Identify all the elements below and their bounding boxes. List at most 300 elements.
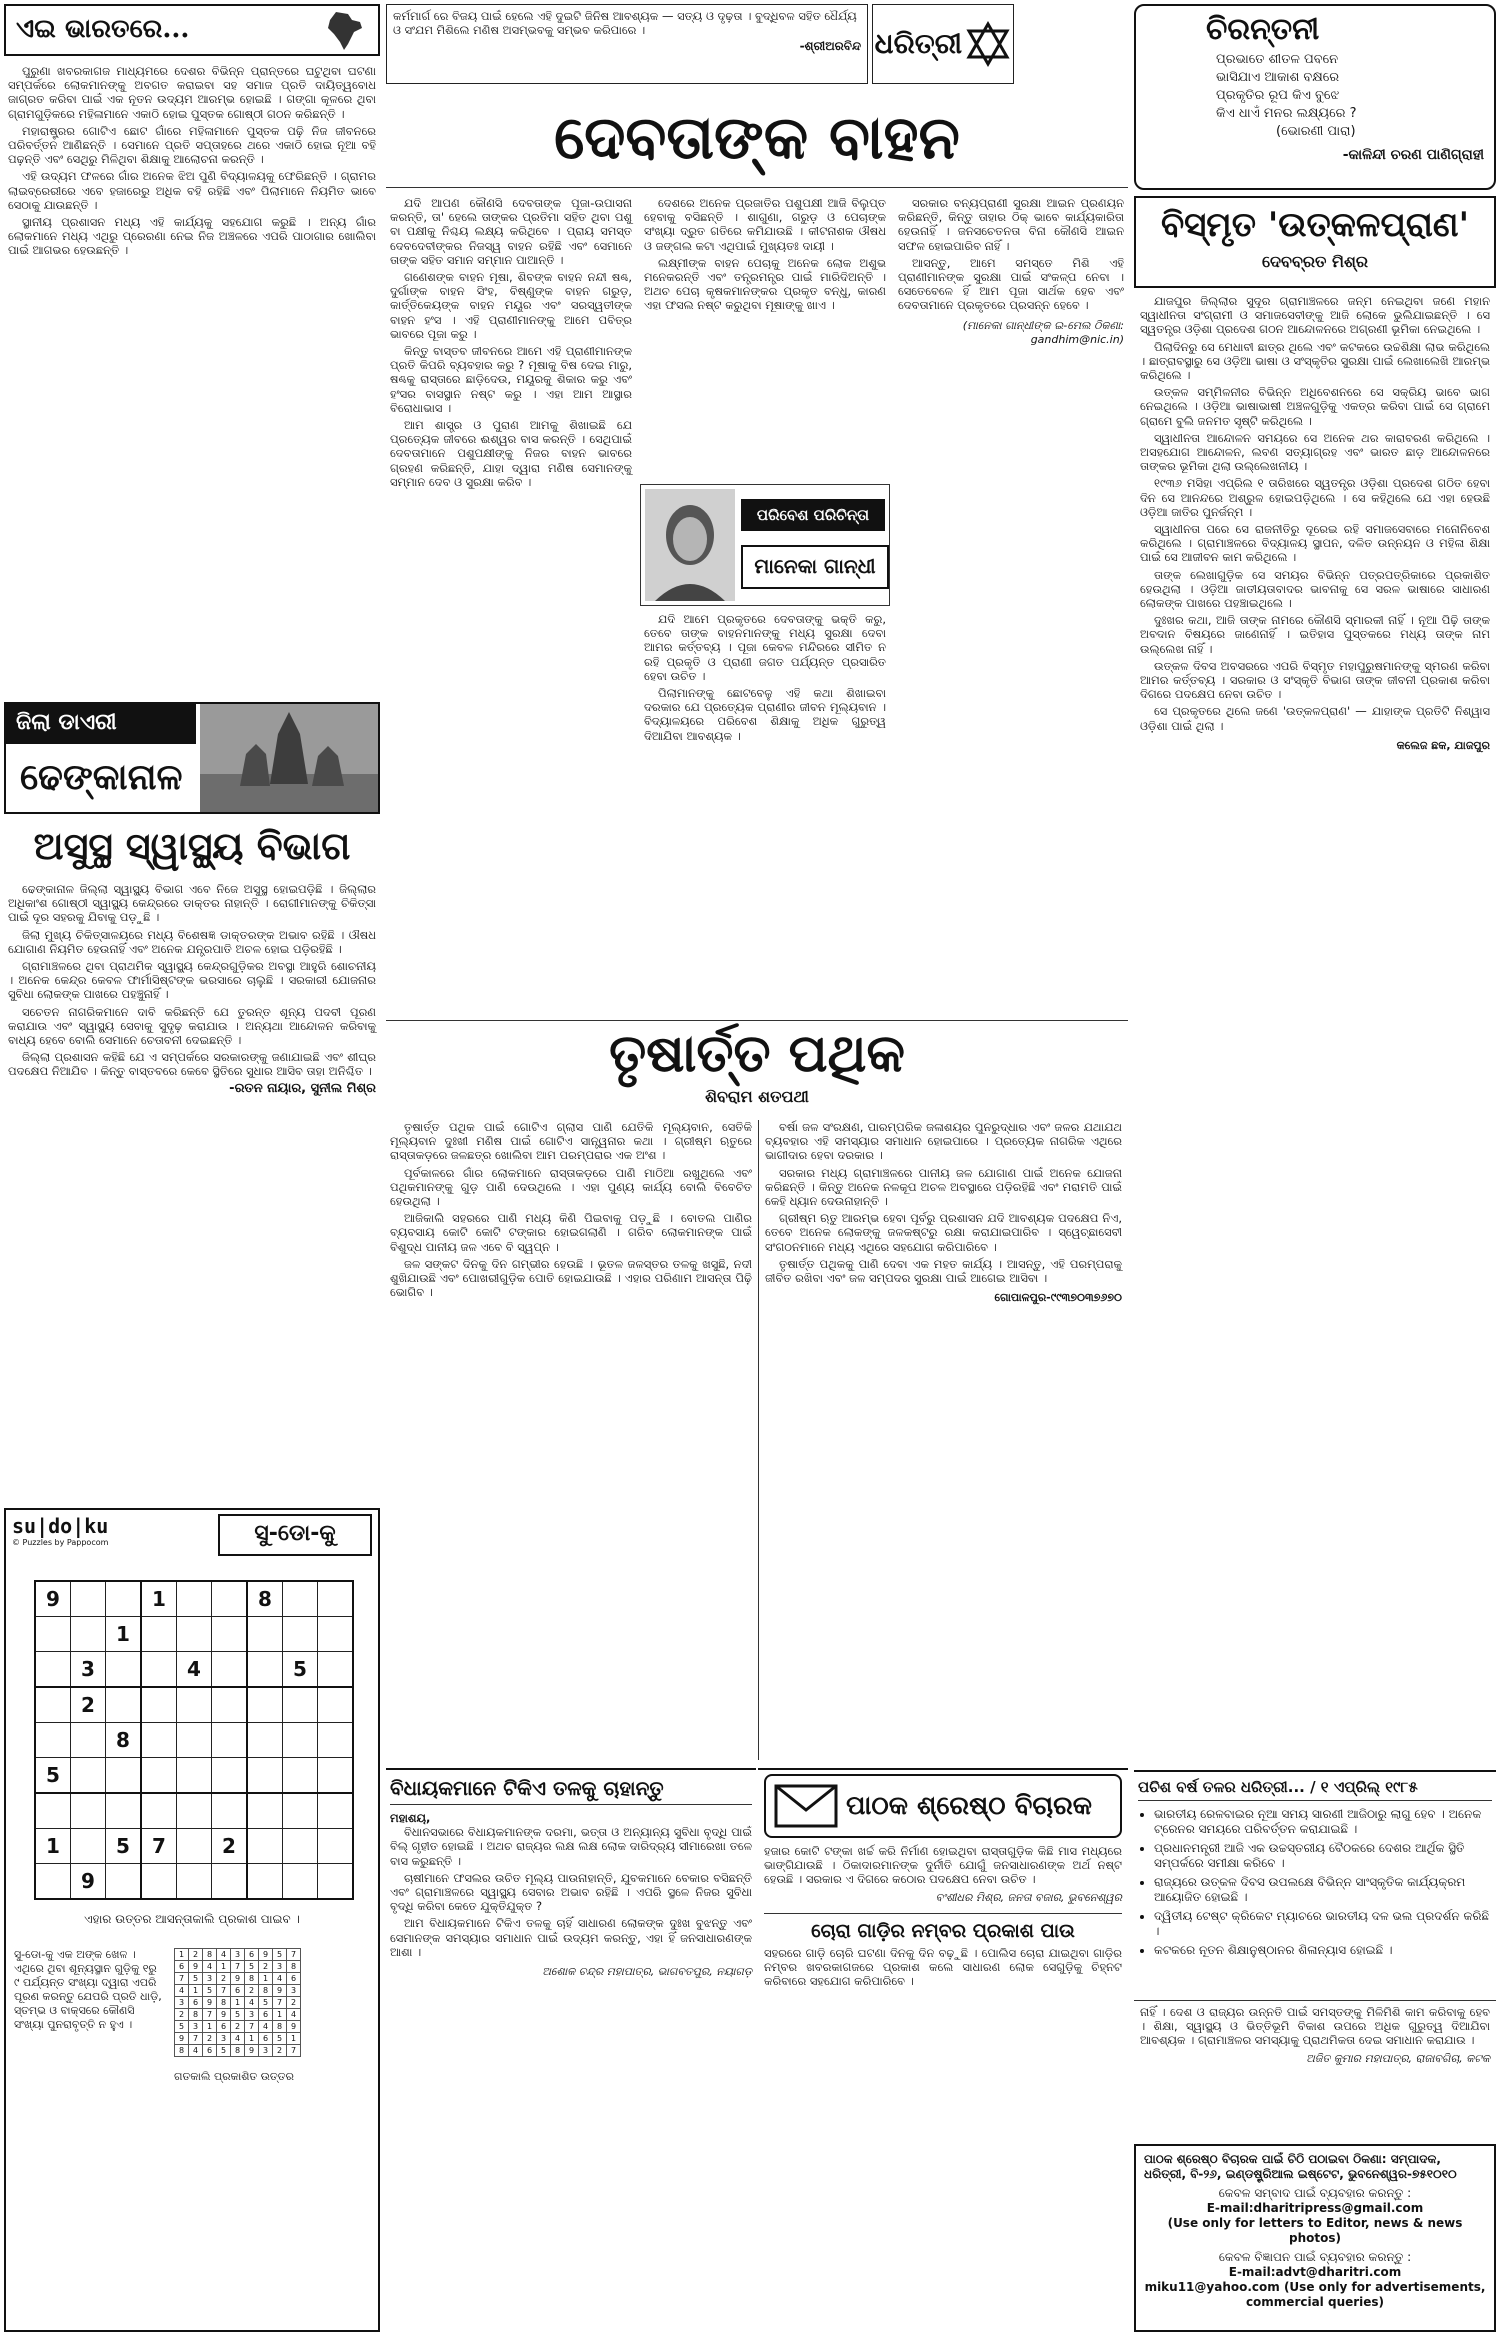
solution-cell: 5 [259,1997,273,2009]
solution-cell: 7 [231,1961,245,1973]
sudoku-cell[interactable] [247,1864,283,1900]
solution-cell: 2 [189,1949,203,1961]
paragraph: ତୃଷାର୍ତ୍ତ ପଥିକକୁ ପାଣି ଦେବା ଏକ ମହତ କାର୍ଯ୍ୟ । ଆସନ୍ତୁ, ଏହି ପରମ୍ପରାକୁ ଜୀବିତ ରଖିବା ଏବଂ ଜଳ ସମ୍ପଦର ସୁରକ୍ଷା ପାଇଁ ଆଗେଇ ଆସିବା । [765,1256,1122,1286]
paragraph: ଢେଙ୍କାନାଳ ଜିଲ୍ଲା ସ୍ୱାସ୍ଥ୍ୟ ବିଭାଗ ଏବେ ନିଜେ ଅସୁସ୍ଥ ହୋଇପଡ଼ିଛି । ଜିଲ୍ଲାର ଅଧିକାଂଶ ଗୋଷ୍ଠୀ ସ୍ୱାସ୍ଥ୍ୟ କେନ୍ଦ୍ରରେ ଡାକ୍ତର ନାହାନ୍ତି । ରୋଗୀମାନଙ୍କୁ ଚିକିତ୍ସା ପାଇଁ ଦୂର ସହରକୁ ଯିବାକୁ ପଡ଼ୁଛି । [8,882,376,925]
letter-1-title: ବିଧାୟକମାନେ ଟିକିଏ ତଳକୁ ଚାହାନ୍ତୁ [390,1776,752,1805]
grid-row [175,1949,301,1961]
main-article-col2 [640,196,890,482]
paragraph: ଯଦି ଆମେ ପ୍ରକୃତରେ ଦେବତାଙ୍କୁ ଭକ୍ତି କରୁ, ତେବେ ତାଙ୍କ ବାହନମାନଙ୍କୁ ମଧ୍ୟ ସୁରକ୍ଷା ଦେବା ଆମର କର୍ତ୍ତବ୍ୟ । ପୂଜା କେବଳ ମନ୍ଦିରରେ ସୀମିତ ନ ରହି ପ୍ରକୃତି ଓ ପ୍ରାଣୀ ଜଗତ ପର୍ଯ୍ୟନ୍ତ ପ୍ରସାରିତ ହେବା ଉଚିତ । [644,612,886,683]
main-author: ମାନେକା ଗାନ୍ଧୀ [741,545,889,589]
second-article-header [386,1020,1128,1116]
sudoku-cell[interactable] [177,1617,212,1652]
paragraph: ପିଲାଦିନରୁ ସେ ମେଧାବୀ ଛାତ୍ର ଥିଲେ ଏବଂ କଟକରେ ଉଚ୍ଚଶିକ୍ଷା ଲାଭ କରିଥିଲେ । ଛାତ୍ରାବସ୍ଥାରୁ ସେ ଓଡ଼ିଆ ଭାଷା ଓ ସଂସ୍କୃତିର ସୁରକ୍ଷା ପାଇଁ ଲେଖାଲେଖି ଆରମ୍ଭ କରିଥିଲେ । [1140,339,1490,383]
sudoku-cell[interactable] [247,1652,283,1688]
paragraph: ଜଳ ସଙ୍କଟ ଦିନକୁ ଦିନ ଗମ୍ଭୀର ହେଉଛି । ଭୂତଳ ଜଳସ୍ତର ତଳକୁ ଖସୁଛି, ନଦୀ ଶୁଖିଯାଉଛି ଏବଂ ପୋଖରୀଗୁଡ଼ିକ ପୋତି ହୋଇଯାଉଛି । ଏହାର ପରିଣାମ ଆସନ୍ତା ପିଢ଼ି ଭୋଗିବ । [390,1256,752,1300]
solution-cell: 6 [217,2021,231,2033]
solution-cell: 3 [189,2021,203,2033]
paragraph: ସରକାର ମଧ୍ୟ ଗ୍ରାମାଞ୍ଚଳରେ ପାନୀୟ ଜଳ ଯୋଗାଣ ପାଇଁ ଅନେକ ଯୋଜନା କରିଛନ୍ତି । କିନ୍ତୁ ଅନେକ ନଳକୂପ ଅଚଳ ଅବସ୍ଥାରେ ପଡ଼ିରହିଛି ଏବଂ ମରାମତି ପାଇଁ କେହି ଧ୍ୟାନ ଦେଉନାହାନ୍ତି । [765,1165,1122,1209]
contact-email-3[interactable]: miku11@yahoo.com (Use only for advertisements, commercial queries) [1144,2280,1486,2309]
solution-cell: 6 [203,2045,217,2057]
solution-cell: 3 [259,2045,273,2057]
grid-row [35,1758,353,1794]
paragraph: ଜିଲ୍ଲା ପ୍ରଶାସନ କହିଛି ଯେ ଏ ସମ୍ପର୍କରେ ସରକାରଙ୍କୁ ଜଣାଯାଇଛି ଏବଂ ଶୀଘ୍ର ପଦକ୍ଷେପ ନିଆଯିବ । କିନ୍ତୁ ବାସ୍ତବରେ କେବେ ସ୍ଥିତିରେ ସୁଧାର ଆସିବ ତାହା ଅନିଶ୍ଚିତ । [8,1050,376,1079]
sudoku-cell[interactable] [212,1652,248,1688]
sudoku-cell[interactable] [247,1793,283,1829]
second-article-dateline: ଗୋପାଳପୁର-୯୯୩୭୦୩୭୬୭୦ [994,1291,1122,1305]
paragraph: ପୁରୁଣା ଖବରକାଗଜ ମାଧ୍ୟମରେ ଦେଶର ବିଭିନ୍ନ ପ୍ରାନ୍ତରେ ଘଟୁଥିବା ଘଟଣା ସମ୍ପର୍କରେ ଲୋକମାନଙ୍କୁ ଅବଗତ କରାଇବା ସହ ସମାଜ ପ୍ରତି ଦାୟିତ୍ୱବୋଧ ଜାଗ୍ରତ କରିବା ପାଇଁ ଏକ ନୂତନ ଉଦ୍ୟମ ଆରମ୍ଭ ହୋଇଛି । ଗଙ୍ଗା କୂଳରେ ଥିବା ଗ୍ରାମଗୁଡ଼ିକରେ ମହିଳାମାନେ ଏକାଠି ହୋଇ ପୁସ୍ତକ ଗୋଷ୍ଠୀ ଗଠନ କରିଛନ୍ତି । [8,64,376,121]
grid-row [175,2021,301,2033]
paragraph: ମହାରାଷ୍ଟ୍ରର ଗୋଟିଏ ଛୋଟ ଗାଁରେ ମହିଳାମାନେ ପୁସ୍ତକ ପଢ଼ି ନିଜ ଜୀବନରେ ପରିବର୍ତ୍ତନ ଆଣିଛନ୍ତି । ସେମାନେ ପ୍ରତି ସପ୍ତାହରେ ଥରେ ଏକାଠି ହୋଇ ନୂଆ ବହି ପଢ଼ନ୍ତି ଏବଂ ସେଥିରୁ ମିଳିଥିବା ଶିକ୍ଷାକୁ ଆଲୋଚନା କରନ୍ତି । [8,123,376,167]
second-article-col2 [758,1120,1128,1760]
paragraph: ସ୍ଥାନୀୟ ପ୍ରଶାସନ ମଧ୍ୟ ଏହି କାର୍ଯ୍ୟକୁ ସହଯୋଗ କରୁଛି । ଅନ୍ୟ ଗାଁର ଲୋକମାନେ ମଧ୍ୟ ଏଥିରୁ ପ୍ରେରଣା ନେଇ ନିଜ ଅଞ୍ଚଳରେ ଏପରି ପାଠାଗାର ଖୋଲିବା ପାଇଁ ଆଗଭର ହେଉଛନ୍ତି । [8,215,376,258]
solution-cell: 1 [287,2033,301,2045]
solution-cell: 9 [287,2021,301,2033]
main-article-footer: (ମାନେକା ଗାନ୍ଧୀଙ୍କ ଇ-ମେଲ ଠିକଣା: gandhim@nic.in) [962,318,1124,346]
sudoku-cell: 4 [177,1652,212,1688]
sudoku-cell[interactable] [35,1617,71,1652]
solution-cell: 2 [175,2009,189,2021]
sudoku-cell[interactable] [212,1758,248,1794]
third-letter [1134,2000,1496,2140]
solution-cell: 3 [175,1997,189,2009]
sudoku-cell[interactable] [141,1652,177,1688]
solution-cell: 3 [287,1985,301,1997]
sudoku-cell[interactable] [177,1793,212,1829]
solution-cell: 4 [189,2045,203,2057]
solution-cell: 3 [231,1949,245,1961]
sudoku-box [4,1508,380,2332]
health-byline: -ରତନ ନାୟାର, ସୁନୀଲ ମିଶ୍ର [229,1080,376,1096]
health-article [4,880,380,1380]
history-item: • ଦ୍ୱିତୀୟ ଟେଷ୍ଟ କ୍ରିକେଟ ମ୍ୟାଚରେ ଭାରତୀୟ ଦଳ ଭଲ ପ୍ରଦର୍ଶନ କରିଛି । [1154,1909,1492,1939]
letter-1 [386,1768,756,2332]
solution-cell: 3 [273,1961,287,1973]
sudoku-cell[interactable] [35,1864,71,1900]
sudoku-title: ସୁ-ଡୋ-କୁ [218,1514,372,1556]
solution-cell: 4 [175,1985,189,1997]
chirantani-title: ଚିରନ୍ତନୀ [1206,12,1320,47]
solution-cell: 2 [273,2045,287,2057]
best-letter-signature: ବଂଶୀଧର ମିଶ୍ର, ଜନତା ବଜାର, ଭୁବନେଶ୍ୱର [935,1890,1122,1904]
solution-cell: 8 [245,1973,259,1985]
solution-cell: 6 [287,1973,301,1985]
poem-line: ପ୍ରକୃତିର ରୂପ କିଏ ବୁଝେ [1216,88,1340,103]
paragraph: ସ୍ୱାଧୀନତା ପରେ ସେ ରାଜନୀତିରୁ ଦୂରେଇ ରହି ସମାଜସେବାରେ ମନୋନିବେଶ କରିଥିଲେ । ଗ୍ରାମାଞ୍ଚଳରେ ବିଦ୍ୟାଳୟ ସ୍ଥାପନ, ଦଳିତ ଉନ୍ନୟନ ଓ ମହିଳା ଶିକ୍ଷା ପାଇଁ ସେ ଆଜୀବନ କାମ କରିଥିଲେ । [1140,522,1490,565]
sudoku-cell: 9 [35,1581,71,1617]
solution-cell: 7 [189,2033,203,2045]
sudoku-cell: 1 [106,1617,142,1652]
solution-cell: 2 [203,2033,217,2045]
solution-cell: 1 [203,2021,217,2033]
solution-cell: 4 [203,1961,217,1973]
solution-cell: 8 [217,1997,231,2009]
solution-cell: 9 [245,2045,259,2057]
column-byline-box [640,484,890,606]
solution-cell: 2 [287,1997,301,2009]
paragraph: ସରକାର ବନ୍ୟପ୍ରାଣୀ ସୁରକ୍ଷା ଆଇନ ପ୍ରଣୟନ କରିଛନ୍ତି, କିନ୍ତୁ ତାହାର ଠିକ୍ ଭାବେ କାର୍ଯ୍ୟକାରିତା ହେଉନାହିଁ । ଜନସଚେତନତା ବିନା କୌଣସି ଆଇନ ସଫଳ ହୋଇପାରିବ ନାହିଁ । [898,196,1124,253]
solution-cell: 8 [203,1949,217,1961]
sudoku-cell[interactable] [247,1617,283,1652]
solution-cell: 9 [273,1985,287,1997]
solution-cell: 5 [175,2021,189,2033]
grid-row [175,1961,301,1973]
sudoku-cell[interactable] [177,1687,212,1723]
sudoku-cell: 1 [35,1829,71,1864]
third-letter-text: ନାହିଁ । ଦେଶ ଓ ରାଜ୍ୟର ଉନ୍ନତି ପାଇଁ ସମସ୍ତଙ୍କୁ ମିଳିମିଶି କାମ କରିବାକୁ ହେବ । ଶିକ୍ଷା, ସ୍ୱାସ୍ଥ୍ୟ ଓ ଭିତ୍ତିଭୂମି ବିକାଶ ଉପରେ ଅଧିକ ଗୁରୁତ୍ୱ ଦିଆଯିବା ଆବଶ୍ୟକ । ଗ୍ରାମାଞ୍ଚଳର ସମସ୍ୟାକୁ ପ୍ରାଥମିକତା ଦେଇ ସମାଧାନ କରାଯାଉ । [1140,2005,1490,2048]
solution-cell: 7 [287,2045,301,2057]
solution-cell: 7 [203,2009,217,2021]
paragraph: ବର୍ଷା ଜଳ ସଂରକ୍ଷଣ, ପାରମ୍ପରିକ ଜଳାଶୟର ପୁନରୁଦ୍ଧାର ଏବଂ ଜଳର ଯଥାଯଥ ବ୍ୟବହାର ଏହି ସମସ୍ୟାର ସମାଧାନ ହୋଇପାରେ । ପ୍ରତ୍ୟେକ ନାଗରିକ ଏଥିରେ ଭାଗୀଦାର ହେବା ଦରକାର । [765,1120,1122,1163]
sudoku-cell[interactable] [35,1793,71,1829]
grid-row [35,1687,353,1723]
paragraph: ଆଜିକାଲି ସହରରେ ପାଣି ମଧ୍ୟ କିଣି ପିଇବାକୁ ପଡ଼ୁଛି । ବୋତଲ ପାଣିର ବ୍ୟବସାୟ କୋଟି କୋଟି ଟଙ୍କାର ହୋଇଗଲାଣି । ଗରିବ ଲୋକମାନଙ୍କ ପାଇଁ ବିଶୁଦ୍ଧ ପାନୀୟ ଜଳ ଏବେ ବି ସ୍ୱପ୍ନ । [390,1211,752,1254]
sudoku-cell[interactable] [71,1617,106,1652]
solution-cell: 2 [231,2021,245,2033]
solution-cell: 3 [245,2009,259,2021]
second-letter-text: ସହରରେ ଗାଡ଼ି ଚୋରି ଘଟଣା ଦିନକୁ ଦିନ ବଢ଼ୁଛି । ପୋଲିସ ଚୋରା ଯାଇଥିବା ଗାଡ଼ିର ନମ୍ବର ଖବରକାଗଜରେ ପ୍ରକାଶ କଲେ ସାଧାରଣ ଲୋକ ସେଗୁଡ଼ିକୁ ଚିହ୍ନଟ କରିବାରେ ସହଯୋଗ କରିପାରିବେ । [764,1945,1122,1989]
paragraph: କିନ୍ତୁ ବାସ୍ତବ ଜୀବନରେ ଆମେ ଏହି ପ୍ରାଣୀମାନଙ୍କ ପ୍ରତି କିପରି ବ୍ୟବହାର କରୁ ? ମୂଷାକୁ ବିଷ ଦେଇ ମାରୁ, ଷଣ୍ଢକୁ ରାସ୍ତାରେ ଛାଡ଼ିଦେଉ, ମୟୂରକୁ ଶିକାର କରୁ ଏବଂ ହଂସର ବାସସ୍ଥାନ ନଷ୍ଟ କରୁ । ଏହା ଆମ ଆସ୍ଥାର ବିରୋଧାଭାସ । [390,344,632,415]
sudoku-cell[interactable] [283,1723,318,1758]
sudoku-cell[interactable] [71,1581,106,1617]
solution-cell: 8 [259,1985,273,1997]
solution-cell: 7 [245,2021,259,2033]
solution-cell: 1 [259,1973,273,1985]
sudoku-cell[interactable] [247,1687,283,1723]
right-article-title: ବିସ୍ମୃତ 'ଉତ୍କଳପ୍ରାଣ' [1160,205,1470,245]
grid-row [35,1723,353,1758]
solution-cell: 5 [217,2045,231,2057]
paragraph: ପୂର୍ବକାଳରେ ଗାଁର ଲୋକମାନେ ରାସ୍ତାକଡ଼ରେ ପାଣି ମାଠିଆ ରଖୁଥିଲେ ଏବଂ ପଥିକମାନଙ୍କୁ ଗୁଡ଼ ପାଣି ଦେଉଥିଲେ । ଏହା ପୁଣ୍ୟ କାର୍ଯ୍ୟ ବୋଲି ବିବେଚିତ ହେଉଥିଲା । [390,1165,752,1209]
poem-line: କିଏ ଧାଏଁ ମନର ଲକ୍ଷ୍ୟରେ ? [1216,106,1357,121]
sudoku-cell[interactable] [141,1617,177,1652]
letter-1-signature: ଅଶୋକ ଚନ୍ଦ୍ର ମହାପାତ୍ର, ଭାଗବତପୁର, ନୟାଗଡ଼ [542,1965,752,1979]
paragraph: ତୃଷାର୍ତ୍ତ ପଥିକ ପାଇଁ ଗୋଟିଏ ଗ୍ଲାସ ପାଣି ଯେତିକି ମୂଲ୍ୟବାନ, ସେତିକି ମୂଲ୍ୟବାନ ଦୁଃଖୀ ମଣିଷ ପାଇଁ ଗୋଟିଏ ସାନ୍ତ୍ୱନାର କଥା । ଗ୍ରୀଷ୍ମ ଋତୁରେ ରାସ୍ତାକଡ଼ରେ ଜଳଛତ୍ର ଖୋଲିବା ଆମ ପରମ୍ପରାର ଏକ ଅଂଶ । [390,1120,752,1163]
grid-row [35,1829,353,1864]
chirantani-author: -କାଳିନ୍ଦୀ ଚରଣ ପାଣିଗ୍ରାହୀ [1342,147,1484,163]
main-article-col1 [386,196,636,1016]
paragraph: ଲକ୍ଷ୍ମୀଙ୍କ ବାହନ ପେଚାକୁ ଅନେକ ଲୋକ ଅଶୁଭ ମନେକରନ୍ତି ଏବଂ ତନ୍ତ୍ରମନ୍ତ୍ର ପାଇଁ ମାରିଦିଅନ୍ତି । ଅଥଚ ପେଚା କୃଷକମାନଙ୍କର ପ୍ରକୃତ ବନ୍ଧୁ, କାରଣ ଏହା ଫସଲ ନଷ୍ଟ କରୁଥିବା ମୂଷାଙ୍କୁ ଖାଏ । [644,255,886,313]
solution-cell: 9 [217,2009,231,2021]
right-article-footer: କଲେଜ ଛକ, ଯାଜପୁର [1396,738,1490,752]
second-article-col1 [386,1120,756,1760]
sudoku-brand-sub: © Puzzles by Pappocom [12,1538,109,1547]
grid-row [35,1652,353,1688]
sudoku-prev-note: ଗତକାଲି ପ୍ରକାଶିତ ଉତ୍ତର [174,2070,294,2083]
readers-letters-banner [764,1774,1122,1838]
paragraph: ୧୯୩୬ ମସିହା ଏପ୍ରିଲ ୧ ତାରିଖରେ ସ୍ୱତନ୍ତ୍ର ଓଡ଼ିଶା ପ୍ରଦେଶ ଗଠିତ ହେବା ଦିନ ସେ ଆନନ୍ଦରେ ଅଶ୍ରୁଳ ହୋଇପଡ଼ିଥିଲେ । ସେ କହିଥିଲେ ଯେ ଏହା ହେଉଛି ଓଡ଼ିଆ ଜାତିର ପୁନର୍ଜନ୍ମ । [1140,476,1490,519]
sudoku-cell[interactable] [177,1829,212,1864]
contact-box [1134,2144,1496,2332]
section-header-this-india [4,4,380,56]
india-map-icon [322,10,366,52]
sudoku-cell: 7 [141,1829,177,1864]
sudoku-grid [34,1580,354,1900]
solution-cell: 1 [175,1949,189,1961]
paragraph: ପିଲାମାନଙ୍କୁ ଛୋଟବେଳୁ ଏହି କଥା ଶିଖାଇବା ଦରକାର ଯେ ପ୍ରତ୍ୟେକ ପ୍ରାଣୀର ଜୀବନ ମୂଲ୍ୟବାନ । ବିଦ୍ୟାଳୟରେ ପରିବେଶ ଶିକ୍ଷାକୁ ଅଧିକ ଗୁରୁତ୍ୱ ଦିଆଯିବା ଆବଶ୍ୟକ । [644,686,886,743]
sudoku-cell[interactable] [283,1617,318,1652]
paragraph: ବିଧାନସଭାରେ ବିଧାୟକମାନଙ୍କ ଦରମା, ଭତ୍ତା ଓ ଅନ୍ୟାନ୍ୟ ସୁବିଧା ବୃଦ୍ଧି ପାଇଁ ବିଲ୍ ଗୃହୀତ ହୋଇଛି । ଅଥଚ ରାଜ୍ୟର ଲକ୍ଷ ଲକ୍ଷ ଲୋକ ଦାରିଦ୍ର୍ୟ ସୀମାରେଖା ତଳେ ବାସ କରୁଛନ୍ତି । [390,1825,752,1868]
history-item: • ଭାରତୀୟ ରେଳବାଇର ନୂଆ ସମୟ ସାରଣୀ ଆଜିଠାରୁ ଲାଗୁ ହେବ । ଅନେକ ଟ୍ରେନର ସମୟରେ ପରିବର୍ତ୍ତନ କରାଯାଇଛି । [1154,1807,1492,1837]
paragraph: ଉତ୍କଳ ସମ୍ମିଳନୀର ବିଭିନ୍ନ ଅଧିବେଶନରେ ସେ ସକ୍ରିୟ ଭାବେ ଭାଗ ନେଇଥିଲେ । ଓଡ଼ିଆ ଭାଷାଭାଷୀ ଅଞ୍ଚଳଗୁଡ଼ିକୁ ଏକତ୍ର କରିବା ପାଇଁ ସେ ଗ୍ରାମେ ଗ୍ରାମେ ବୁଲି ଜନମତ ସୃଷ୍ଟି କରିଥିଲେ । [1140,385,1490,428]
solution-cell: 4 [231,2033,245,2045]
author-photo [645,489,735,601]
sudoku-cell[interactable] [283,1687,318,1723]
solution-cell: 6 [259,2009,273,2021]
main-article-title: ଦେବତାଙ୍କ ବାହନ [386,88,1128,188]
solution-cell: 8 [189,2009,203,2021]
sudoku-cell[interactable] [247,1758,283,1794]
sudoku-cell[interactable] [283,1864,318,1900]
history-list [1138,1807,1492,1958]
solution-cell: 3 [203,1973,217,1985]
solution-cell: 1 [273,2009,287,2021]
left-article [4,62,380,698]
sudoku-cell: 5 [283,1652,318,1688]
sudoku-previous-solution [174,1948,301,2057]
solution-cell: 8 [231,2045,245,2057]
sudoku-cell[interactable] [212,1581,248,1617]
sudoku-cell[interactable] [212,1617,248,1652]
sudoku-cell[interactable] [141,1758,177,1794]
sudoku-cell[interactable] [318,1687,354,1723]
grid-row [175,2045,301,2057]
paragraph: ଆସନ୍ତୁ, ଆମେ ସମସ୍ତେ ମିଶି ଏହି ପ୍ରାଣୀମାନଙ୍କ ସୁରକ୍ଷା ପାଇଁ ସଂକଳ୍ପ ନେବା । ସେତେବେଳେ ହିଁ ଆମ ପୂଜା ସାର୍ଥକ ହେବ ଏବଂ ଦେବତାମାନେ ପ୍ରକୃତରେ ପ୍ରସନ୍ନ ହେବେ । [898,255,1124,313]
sudoku-cell[interactable] [283,1758,318,1794]
sudoku-answer-note: ଏହାର ଉତ୍ତର ଆସନ୍ତାକାଲି ପ୍ରକାଶ ପାଇବ । [84,1912,300,1926]
paragraph: ଦେଶରେ ଅନେକ ପ୍ରଜାତିର ପଶୁପକ୍ଷୀ ଆଜି ବିଲୁପ୍ତ ହେବାକୁ ବସିଛନ୍ତି । ଶାଗୁଣା, ଗରୁଡ଼ ଓ ପେଚାଙ୍କ ସଂଖ୍ୟା ଦ୍ରୁତ ଗତିରେ କମିଯାଉଛି । କୀଟନାଶକ ଔଷଧ ଓ ଜଙ୍ଗଲ କଟା ଏଥିପାଇଁ ମୁଖ୍ୟତଃ ଦାୟୀ । [644,196,886,253]
quote-author: -ଶ୍ରୀଅରବିନ୍ଦ [799,39,861,53]
sudoku-cell[interactable] [212,1687,248,1723]
paragraph: ଚାଷୀମାନେ ଫସଲର ଉଚିତ ମୂଲ୍ୟ ପାଉନାହାନ୍ତି, ଯୁବକମାନେ ବେକାର ବସିଛନ୍ତି ଏବଂ ଗ୍ରାମାଞ୍ଚଳରେ ସ୍ୱାସ୍ଥ୍ୟ ସେବାର ଅଭାବ ରହିଛି । ଏପରି ସ୍ଥଳେ ନିଜର ସୁବିଧା ବୃଦ୍ଧି କରିବା କେତେ ଯୁକ୍ତିଯୁକ୍ତ ? [390,1870,752,1914]
sudoku-brand [12,1514,108,1547]
readers-letters [758,1768,1128,2332]
solution-cell: 9 [231,1973,245,1985]
sudoku-cell[interactable] [177,1758,212,1794]
sudoku-cell[interactable] [318,1758,354,1794]
solution-cell: 7 [175,1973,189,1985]
sudoku-cell[interactable] [318,1829,354,1864]
solution-cell: 9 [259,1949,273,1961]
main-article-col2b [640,612,890,1016]
solution-cell: 4 [245,1997,259,2009]
contact-email-1[interactable]: E-mail:dharitripress@gmail.com [1206,2201,1424,2215]
solution-cell: 6 [231,1985,245,1997]
district-name: ଢେଙ୍କାନାଳ [20,756,183,798]
solution-cell: 7 [273,1997,287,2009]
history-item: • ପ୍ରଧାନମନ୍ତ୍ରୀ ଆଜି ଏକ ଉଚ୍ଚସ୍ତରୀୟ ବୈଠକରେ ଦେଶର ଆର୍ଥିକ ସ୍ଥିତି ସମ୍ପର୍କରେ ସମୀକ୍ଷା କରିବେ । [1154,1841,1492,1871]
sudoku-cell[interactable] [283,1793,318,1829]
sudoku-cell[interactable] [318,1581,354,1617]
solution-cell: 7 [217,1985,231,1997]
sudoku-cell: 9 [71,1864,106,1900]
solution-cell: 8 [273,2021,287,2033]
sudoku-brand-name: su|do|ku [12,1514,109,1538]
sudoku-cell[interactable] [71,1723,106,1758]
solution-cell: 5 [189,1973,203,1985]
solution-cell: 2 [217,1973,231,1985]
solution-cell: 2 [259,1961,273,1973]
poem-line: (ଭୋରଣୀ ପାରା) [1276,124,1356,139]
sudoku-instructions: ସୁ-ଡୋ-କୁ ଏକ ଅଙ୍କ ଖେଳ । ଏଥିରେ ଥିବା ଶୂନ୍ୟସ୍ଥାନ ଗୁଡ଼ିକୁ ୧ରୁ ୯ ପର୍ଯ୍ୟନ୍ତ ସଂଖ୍ୟା ଦ୍ୱାରା ଏପରି ପୂରଣ କରନ୍ତୁ ଯେପରି ପ୍ରତି ଧାଡ଼ି, ସ୍ତମ୍ଭ ଓ ବାକ୍ସରେ କୌଣସି ସଂଖ୍ୟା ପୁନରାବୃତ୍ତି ନ ହୁଏ । [14,1948,162,2031]
sudoku-cell[interactable] [212,1793,248,1829]
chirantani-box [1134,4,1496,190]
temple-photo [200,704,378,812]
paragraph: ସ୍ୱାଧୀନତା ଆନ୍ଦୋଳନ ସମୟରେ ସେ ଅନେକ ଥର କାରାବରଣ କରିଥିଲେ । ଅସହଯୋଗ ଆନ୍ଦୋଳନ, ଲବଣ ସତ୍ୟାଗ୍ରହ ଏବଂ ଭାରତ ଛାଡ଼ ଆନ୍ଦୋଳନରେ ତାଙ୍କର ଭୂମିକା ଥିଲା ଉଲ୍ଲେଖନୀୟ । [1140,430,1490,474]
contact-ad-label: କେବଳ ବିଜ୍ଞାପନ ପାଇଁ ବ୍ୟବହାର କରନ୍ତୁ : [1218,2250,1412,2264]
sudoku-cell[interactable] [106,1687,142,1723]
sudoku-cell[interactable] [318,1617,354,1652]
quote-box [386,4,868,84]
second-article-title: ତୃଷାର୍ତ୍ତ ପଥିକ [609,1023,905,1084]
paragraph: ତାଙ୍କ ଲେଖାଗୁଡ଼ିକ ସେ ସମୟର ବିଭିନ୍ନ ପତ୍ରପତ୍ରିକାରେ ପ୍ରକାଶିତ ହେଉଥିଲା । ଓଡ଼ିଆ ଜାତୀୟତାବାଦର ଭାବନାକୁ ସେ ସରଳ ଭାଷାରେ ସାଧାରଣ ଲୋକଙ୍କ ପାଖରେ ପହଞ୍ଚାଇଥିଲେ । [1140,567,1490,611]
solution-cell: 5 [231,2009,245,2021]
solution-cell: 5 [273,1949,287,1961]
grid-row [175,1973,301,1985]
solution-cell: 5 [203,1985,217,1997]
paragraph: ଗ୍ରାମାଞ୍ଚଳରେ ଥିବା ପ୍ରାଥମିକ ସ୍ୱାସ୍ଥ୍ୟ କେନ୍ଦ୍ରଗୁଡ଼ିକର ଅବସ୍ଥା ଆହୁରି ଶୋଚନୀୟ । ଅନେକ କେନ୍ଦ୍ର କେବଳ ଫାର୍ମାସିଷ୍ଟଙ୍କ ଭରସାରେ ଚାଲୁଛି । ସରକାରୀ ଯୋଜନାର ସୁବିଧା ଲୋକଙ୍କ ପାଖରେ ପହଞ୍ଚୁନାହିଁ । [8,959,376,1002]
grid-row [175,2033,301,2045]
solution-cell: 8 [175,2045,189,2057]
district-diary-label: ଜିଲା ଡାଏରୀ [6,704,196,744]
sudoku-cell[interactable] [106,1864,142,1900]
envelope-icon [774,1784,838,1828]
main-article-col3 [894,196,1128,996]
sudoku-cell[interactable] [106,1652,142,1688]
solution-cell: 4 [273,1973,287,1985]
history-title: ପଚିଶ ବର୍ଷ ତଳର ଧରିତ୍ରୀ... / ୧ ଏପ୍ରିଲ୍ ୧୯୮୫ [1138,1778,1492,1801]
sudoku-cell[interactable] [71,1758,106,1794]
sudoku-cell[interactable] [283,1829,318,1864]
sudoku-cell[interactable] [177,1723,212,1758]
sudoku-cell[interactable] [247,1723,283,1758]
grid-row [35,1864,353,1900]
paragraph: ଗ୍ରୀଷ୍ମ ଋତୁ ଆରମ୍ଭ ହେବା ପୂର୍ବରୁ ପ୍ରଶାସନ ଯଦି ଆବଶ୍ୟକ ପଦକ୍ଷେପ ନିଏ, ତେବେ ଅନେକ ଲୋକଙ୍କୁ ଜଳକଷ୍ଟରୁ ରକ୍ଷା କରାଯାଇପାରିବ । ସ୍ୱେଚ୍ଛାସେବୀ ସଂଗଠନମାନେ ମଧ୍ୟ ଏଥିରେ ସହଯୋଗ କରିପାରିବେ । [765,1211,1122,1254]
sudoku-cell: 5 [106,1829,142,1864]
paragraph: ଯଦି ଆପଣ କୌଣସି ଦେବତାଙ୍କ ପୂଜା-ଉପାସନା କରନ୍ତି, ତା' ହେଲେ ତାଙ୍କର ପ୍ରତିମା ସହିତ ଥିବା ପଶୁ ବା ପକ୍ଷୀକୁ ନିଶ୍ଚୟ ଲକ୍ଷ୍ୟ କରିଥିବେ । ପ୍ରାୟ ସମସ୍ତ ଦେବଦେବୀଙ୍କର ନିଜସ୍ୱ ବାହନ ରହିଛି ଏବଂ ସେମାନେ ତାଙ୍କ ସହିତ ସମାନ ସମ୍ମାନ ପାଆନ୍ତି । [390,196,632,267]
right-article-author: ଦେବବ୍ରତ ମିଶ୍ର [1262,252,1368,271]
solution-cell: 6 [245,1949,259,1961]
solution-cell: 1 [245,2033,259,2045]
quote-text: କର୍ମମାର୍ଗ ରେ ବିଜୟ ପାଇଁ ହେଲେ ଏହି ଦୁଇଟି ଜିନିଷ ଆବଶ୍ୟକ — ସତ୍ୟ ଓ ଦୃଢ଼ତା । ବୁଦ୍ଧିବଳ ସହିତ ଧୈର୍ଯ୍ୟ ଓ ସଂଯମ ମିଶିଲେ ମଣିଷ ଅସମ୍ଭବକୁ ସମ୍ଭବ କରିପାରେ । [393,9,857,37]
history-item: • କଟକରେ ନୂତନ ଶିକ୍ଷାନୁଷ୍ଠାନର ଶିଳାନ୍ୟାସ ହୋଇଛି । [1154,1943,1492,1958]
contact-email-label: କେବଳ ସମ୍ବାଦ ପାଇଁ ବ୍ୟବହାର କରନ୍ତୁ : [1218,2186,1412,2200]
sudoku-cell[interactable] [318,1723,354,1758]
solution-cell: 5 [245,1961,259,1973]
grid-row [35,1793,353,1829]
grid-row [35,1581,353,1617]
solution-cell: 1 [189,1985,203,1997]
history-box [1134,1770,1496,1996]
solution-cell: 6 [189,1997,203,2009]
contact-email-1-note: (Use only for letters to Editor, news & news photos) [1167,2216,1463,2245]
sudoku-cell[interactable] [177,1864,212,1900]
sudoku-cell: 5 [35,1758,71,1794]
sudoku-cell[interactable] [177,1581,212,1617]
poem-line: ପ୍ରଭାତେ ଶୀତଳ ପବନେ [1216,52,1339,67]
right-article-body [1134,294,1496,1770]
history-item: • ରାଜ୍ୟରେ ଉତ୍କଳ ଦିବସ ଉପଲକ୍ଷେ ବିଭିନ୍ନ ସାଂସ୍କୃତିକ କାର୍ଯ୍ୟକ୍ରମ ଆୟୋଜିତ ହୋଇଛି । [1154,1875,1492,1905]
paragraph: ଜିଲା ମୁଖ୍ୟ ଚିକିତ୍ସାଳୟରେ ମଧ୍ୟ ବିଶେଷଜ୍ଞ ଡାକ୍ତରଙ୍କ ଅଭାବ ରହିଛି । ଔଷଧ ଯୋଗାଣ ନିୟମିତ ହେଉନାହିଁ ଏବଂ ଅନେକ ଯନ୍ତ୍ରପାତି ଅଚଳ ହୋଇ ପଡ଼ିରହିଛି । [8,927,376,956]
contact-intro: ପାଠକ ଶ୍ରେଷ୍ଠ ବିଚାରକ ପାଇଁ ଚିଠି ପଠାଇବା ଠିକଣା: ସମ୍ପାଦକ, ଧରିତ୍ରୀ, ବି-୨୬, ଇଣ୍ଡଷ୍ଟ୍ରିଆଲ ଇଷ୍ଟେଟ, ଭୁବନେଶ୍ୱର-୭୫୧୦୧୦ [1144,2152,1457,2181]
sudoku-cell[interactable] [141,1687,177,1723]
solution-cell: 2 [245,1985,259,1997]
second-article-author: ଶିବରାମ ଶତପଥୀ [705,1087,809,1106]
sudoku-cell: 8 [247,1581,283,1617]
sudoku-cell: 8 [106,1723,142,1758]
solution-cell: 9 [203,1997,217,2009]
sudoku-cell: 2 [212,1829,248,1864]
star-emblem-icon [965,21,1011,67]
paragraph: ଉତ୍କଳ ଦିବସ ଅବସରରେ ଏପରି ବିସ୍ମୃତ ମହାପୁରୁଷମାନଙ୍କୁ ସ୍ମରଣ କରିବା ଆମର କର୍ତ୍ତବ୍ୟ । ସରକାର ଓ ସଂସ୍କୃତି ବିଭାଗ ତାଙ୍କ ଜୀବନୀ ପ୍ରକାଶ କରିବା ଦିଗରେ ପଦକ୍ଷେପ ନେବା ଉଚିତ । [1140,658,1490,702]
district-diary-banner [4,702,380,814]
poem-line: ଭାସିଯାଏ ଆକାଶ ବକ୍ଷରେ [1216,70,1340,85]
logo-text: ଧରିତ୍ରୀ [874,27,963,60]
sudoku-cell: 3 [71,1652,106,1688]
paragraph: ଯାଜପୁର ଜିଲ୍ଲାର ସୁଦୂର ଗ୍ରାମାଞ୍ଚଳରେ ଜନ୍ମ ନେଇଥିବା ଜଣେ ମହାନ ସ୍ୱାଧୀନତା ସଂଗ୍ରାମୀ ଓ ସମାଜସେବୀଙ୍କୁ ଆଜି ଲୋକେ ଭୁଲିଯାଇଛନ୍ତି । ସେ ସ୍ୱତନ୍ତ୍ର ଓଡ଼ିଶା ପ୍ରଦେଶ ଗଠନ ଆନ୍ଦୋଳନରେ ଅଗ୍ରଣୀ ଭୂମିକା ନେଇଥିଲେ । [1140,294,1490,337]
letter-salutation: ମହାଶୟ, [390,1811,431,1825]
paragraph: ଆମ ଶାସ୍ତ୍ର ଓ ପୁରାଣ ଆମକୁ ଶିଖାଇଛି ଯେ ପ୍ରତ୍ୟେକ ଜୀବରେ ଈଶ୍ୱର ବାସ କରନ୍ତି । ସେଥିପାଇଁ ଦେବତାମାନେ ପଶୁପକ୍ଷୀଙ୍କୁ ନିଜର ବାହନ ଭାବରେ ଗ୍ରହଣ କରିଛନ୍ତି, ଯାହା ଦ୍ୱାରା ମଣିଷ ସେମାନଙ୍କୁ ସମ୍ମାନ ଦେବ ଓ ସୁରକ୍ଷା କରିବ । [390,418,632,489]
sudoku-cell: 2 [71,1687,106,1723]
grid-row [35,1617,353,1652]
paragraph: ସେ ପ୍ରକୃତରେ ଥିଲେ ଜଣେ 'ଉତ୍କଳପ୍ରାଣ' — ଯାହାଙ୍କ ପ୍ରତିଟି ନିଶ୍ୱାସ ଓଡ଼ିଶା ପାଇଁ ଥିଲା । [1140,704,1490,733]
sudoku-cell[interactable] [141,1864,177,1900]
sudoku-cell[interactable] [71,1793,106,1829]
solution-cell: 9 [175,2033,189,2045]
third-letter-signature: ଅଜିତ କୁମାର ମହାପାତ୍ର, ରାଜାବଗିଚା, କଟକ [1306,2051,1490,2065]
solution-cell: 6 [175,1961,189,1973]
sudoku-cell[interactable] [106,1758,142,1794]
sudoku-cell[interactable] [318,1864,354,1900]
column-label: ପରିବେଶ ପରିଚିନ୍ତା [741,499,885,531]
best-letter-text: ହଜାର କୋଟି ଟଙ୍କା ଖର୍ଚ୍ଚ କରି ନିର୍ମାଣ ହୋଇଥିବା ରାସ୍ତାଗୁଡ଼ିକ କିଛି ମାସ ମଧ୍ୟରେ ଭାଙ୍ଗିଯାଉଛି । ଠିକାଦାରମାନଙ୍କ ଦୁର୍ନୀତି ଯୋଗୁଁ ଜନସାଧାରଣଙ୍କ ଅର୍ଥ ନଷ୍ଟ ହେଉଛି । ସରକାର ଏ ଦିଗରେ କଠୋର ପଦକ୍ଷେପ ନେବା ଉଚିତ । [764,1844,1122,1887]
contact-email-2[interactable]: E-mail:advt@dharitri.com [1228,2265,1402,2279]
solution-cell: 4 [217,1949,231,1961]
sudoku-cell[interactable] [71,1829,106,1864]
sudoku-cell[interactable] [212,1723,248,1758]
solution-cell: 9 [189,1961,203,1973]
sudoku-cell[interactable] [247,1829,283,1864]
dharitri-logo [872,4,1014,84]
second-letter-title: ଚୋରା ଗାଡ଼ିର ନମ୍ବର ପ୍ରକାଶ ପାଉ [764,1913,1122,1942]
solution-cell: 1 [231,1997,245,2009]
sudoku-cell[interactable] [141,1793,177,1829]
readers-letters-title: ପାଠକ ଶ୍ରେଷ୍ଠ ବିଚାରକ [846,1790,1093,1821]
solution-cell: 1 [217,1961,231,1973]
paragraph: ଆମ ବିଧାୟକମାନେ ଟିକିଏ ତଳକୁ ଚାହିଁ ସାଧାରଣ ଲୋକଙ୍କ ଦୁଃଖ ବୁଝନ୍ତୁ ଏବଂ ସେମାନଙ୍କ ସମସ୍ୟାର ସମାଧାନ ପାଇଁ ଉଦ୍ୟମ କରନ୍ତୁ, ଏହା ହିଁ ଜନସାଧାରଣଙ୍କ ଆଶା । [390,1916,752,1959]
sudoku-cell[interactable] [35,1687,71,1723]
sudoku-cell[interactable] [106,1793,142,1829]
sudoku-cell[interactable] [141,1723,177,1758]
sudoku-cell[interactable] [106,1581,142,1617]
sudoku-cell[interactable] [318,1793,354,1829]
grid-row [175,2009,301,2021]
sudoku-cell[interactable] [212,1864,248,1900]
solution-cell: 3 [217,2033,231,2045]
chirantani-poem [1216,51,1484,141]
solution-cell: 4 [287,2009,301,2021]
paragraph: ଏହି ଉଦ୍ୟମ ଫଳରେ ଗାଁର ଅନେକ ଝିଅ ପୁଣି ବିଦ୍ୟାଳୟକୁ ଫେରିଛନ୍ତି । ଗ୍ରାମର ଲାଇବ୍ରେରୀରେ ଏବେ ହଜାରେରୁ ଅଧିକ ବହି ରହିଛି ଏବଂ ପିଲାମାନେ ନିୟମିତ ଭାବେ ସେଠାକୁ ଯାଉଛନ୍ତି । [8,169,376,212]
solution-cell: 6 [259,2033,273,2045]
sudoku-cell[interactable] [35,1723,71,1758]
sudoku-cell[interactable] [35,1652,71,1688]
sudoku-cell[interactable] [283,1581,318,1617]
solution-cell: 7 [287,1949,301,1961]
solution-cell: 4 [259,2021,273,2033]
section-title: ଏଇ ଭାରତରେ... [16,14,190,44]
sudoku-cell[interactable] [318,1652,354,1688]
paragraph: ଦୁଃଖର କଥା, ଆଜି ତାଙ୍କ ନାମରେ କୌଣସି ସ୍ମାରକୀ ନାହିଁ । ନୂଆ ପିଢ଼ି ତାଙ୍କ ଅବଦାନ ବିଷୟରେ ଜାଣେନାହିଁ । ଇତିହାସ ପୁସ୍ତକରେ ମଧ୍ୟ ତାଙ୍କ ନାମ ଉଲ୍ଲେଖ ନାହିଁ । [1140,613,1490,656]
solution-cell: 8 [287,1961,301,1973]
